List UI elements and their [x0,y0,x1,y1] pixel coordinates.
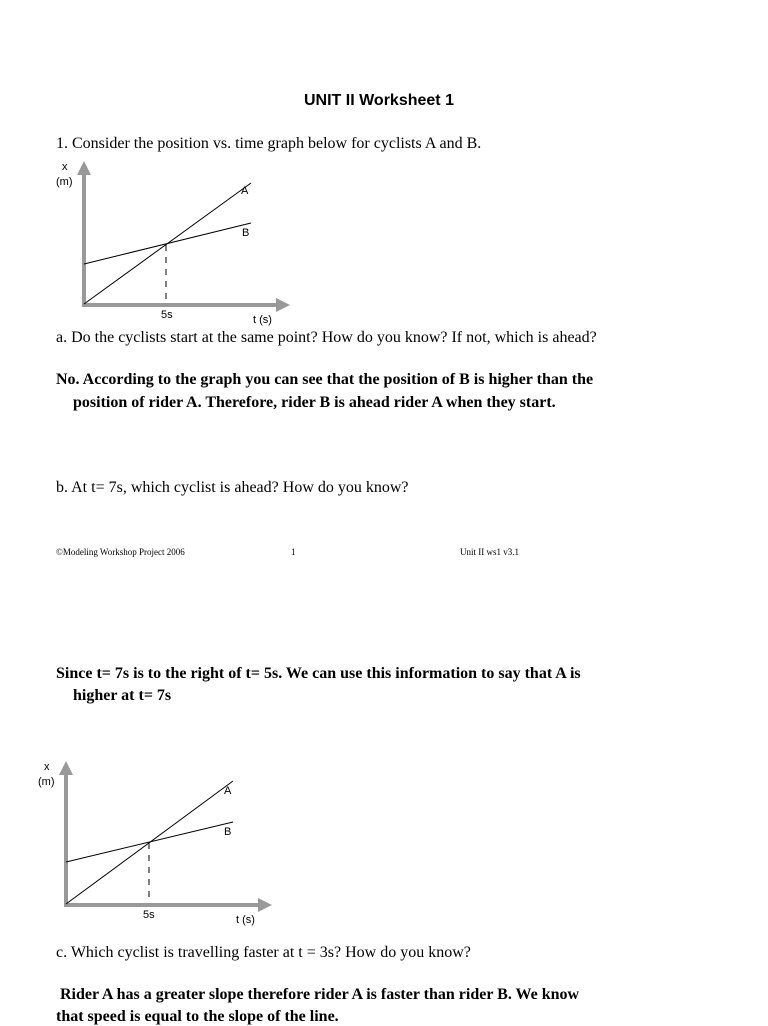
y-axis-arrow [59,761,73,775]
y-axis-label-unit: (m) [56,176,73,188]
answer-a-line-2: position of rider A. Therefore, rider B is ahead rider A when they start. [73,394,556,411]
label-a: A [224,785,232,797]
label-a: A [241,185,249,197]
label-b: B [242,227,250,239]
x-axis-label: t (s) [236,914,255,926]
footer-page-number: 1 [291,547,296,557]
answer-c-line-2: that speed is equal to the slope of the line. [56,1008,339,1025]
x-tick-5s: 5s [161,309,173,321]
footer-copyright: ©Modeling Workshop Project 2006 [56,547,185,557]
question-a: a. Do the cyclists start at the same point? How do you know? If not, which is ahead? [56,329,597,346]
y-axis-arrow [77,161,91,175]
y-axis-label-x: x [62,161,68,173]
axes [59,761,272,912]
answer-b-line-1: Since t= 7s is to the right of t= 5s. We can use this information to say that A is [56,665,581,682]
y-axis-label-x: x [44,761,50,773]
answer-b-line-2: higher at t= 7s [73,687,172,704]
question-c: c. Which cyclist is travelling faster at t = 3s? How do you know? [56,944,471,961]
x-axis-arrow [258,898,272,912]
position-time-graph-1 [40,155,340,325]
x-axis-arrow [276,298,290,312]
page-title: UNIT II Worksheet 1 [304,92,454,109]
axes [77,161,290,312]
answer-c-line-1: Rider A has a greater slope therefore rider A is faster than rider B. We know [56,986,580,1003]
position-time-graph-2 [22,755,322,925]
question-b: b. At t= 7s, which cyclist is ahead? How do you know? [56,479,409,496]
answer-a-line-1: No. According to the graph you can see that the position of B is higher than the [56,371,594,388]
line-b [84,223,251,264]
question-1: 1. Consider the position vs. time graph below for cyclists A and B. [56,135,482,152]
x-axis-label: t (s) [253,314,272,326]
x-tick-5s: 5s [143,909,155,921]
footer-version: Unit II ws1 v3.1 [460,547,519,557]
y-axis-label-unit: (m) [38,776,55,788]
label-b: B [224,826,232,838]
